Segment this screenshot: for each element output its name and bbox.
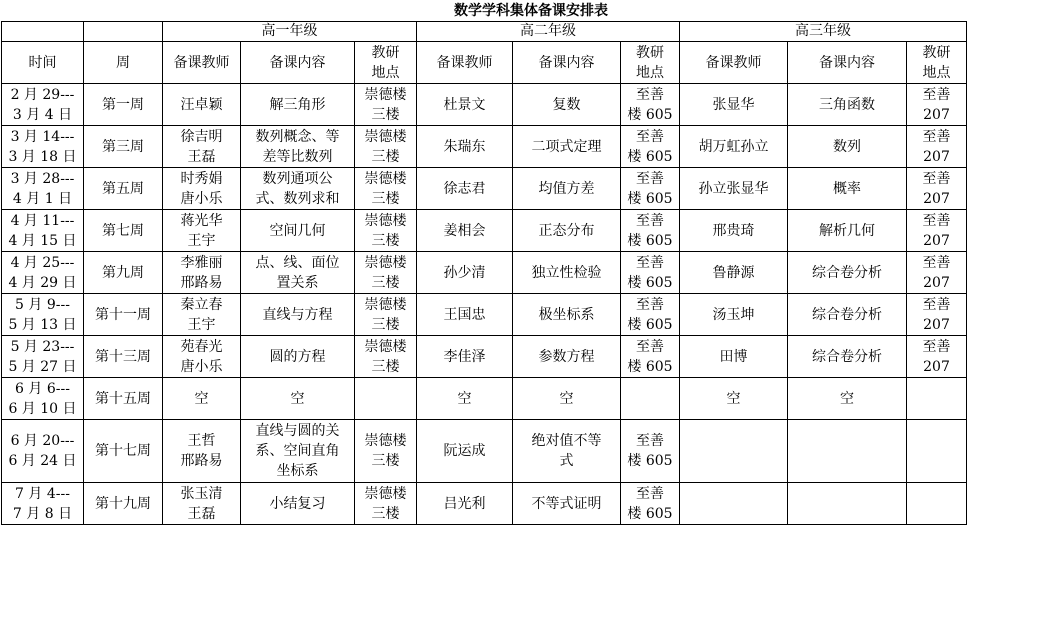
week-header: 周 [84,42,163,84]
g1-teacher-cell: 张玉清 王磊 [163,483,241,525]
teacher-header: 备课教师 [163,42,241,84]
g2-teacher-cell: 阮运成 [417,420,513,483]
week-cell: 第十三周 [84,336,163,378]
g2-location-cell: 至善 楼 605 [621,483,680,525]
table-row [2,252,967,294]
time-header: 时间 [2,42,84,84]
g1-location-cell: 崇德楼 三楼 [355,483,417,525]
g3-content-cell: 概率 [788,168,907,210]
g3-content-cell: 数列 [788,126,907,168]
schedule-table [1,21,967,525]
table-row [2,126,967,168]
empty-header-cell [2,22,84,42]
g2-location-cell: 至善 楼 605 [621,210,680,252]
g2-content-cell: 绝对值不等 式 [513,420,621,483]
g3-content-cell: 综合卷分析 [788,252,907,294]
teacher-header: 备课教师 [417,42,513,84]
g3-content-cell: 综合卷分析 [788,336,907,378]
g1-teacher-cell: 蒋光华 王宇 [163,210,241,252]
g1-location-cell: 崇德楼 三楼 [355,126,417,168]
g1-teacher-cell: 徐吉明 王磊 [163,126,241,168]
g1-teacher-cell: 时秀娟 唐小乐 [163,168,241,210]
g3-location-cell [907,483,967,525]
g1-location-cell: 崇德楼 三楼 [355,294,417,336]
g1-content-cell: 数列概念、等 差等比数列 [241,126,355,168]
g1-content-cell: 数列通项公 式、数列求和 [241,168,355,210]
g3-location-cell: 至善 207 [907,252,967,294]
empty-header-cell [84,22,163,42]
g1-content-cell: 空 [241,378,355,420]
g1-teacher-cell: 王哲 邢路易 [163,420,241,483]
g1-teacher-cell: 苑春光 唐小乐 [163,336,241,378]
g2-teacher-cell: 孙少清 [417,252,513,294]
g1-teacher-cell: 秦立春 王宇 [163,294,241,336]
g1-location-cell [355,378,417,420]
time-cell: 3 月 28--- 4 月 1 日 [2,168,84,210]
g1-content-cell: 圆的方程 [241,336,355,378]
g2-content-cell: 空 [513,378,621,420]
g2-location-cell: 至善 楼 605 [621,84,680,126]
g2-location-cell [621,378,680,420]
time-cell: 3 月 14--- 3 月 18 日 [2,126,84,168]
g3-content-cell [788,483,907,525]
g2-content-cell: 独立性检验 [513,252,621,294]
g3-location-cell: 至善 207 [907,126,967,168]
location-header: 教研 地点 [621,42,680,84]
g3-location-cell [907,378,967,420]
time-cell: 7 月 4--- 7 月 8 日 [2,483,84,525]
g2-teacher-cell: 李佳泽 [417,336,513,378]
g2-location-cell: 至善 楼 605 [621,294,680,336]
time-cell: 5 月 23--- 5 月 27 日 [2,336,84,378]
g2-content-cell: 正态分布 [513,210,621,252]
g2-content-cell: 不等式证明 [513,483,621,525]
g1-teacher-cell: 汪卓颖 [163,84,241,126]
week-cell: 第三周 [84,126,163,168]
location-header: 教研 地点 [355,42,417,84]
g1-teacher-cell: 李雅丽 邢路易 [163,252,241,294]
table-row [2,84,967,126]
g2-teacher-cell: 杜景文 [417,84,513,126]
g2-location-cell: 至善 楼 605 [621,252,680,294]
g1-location-cell: 崇德楼 三楼 [355,210,417,252]
time-cell: 4 月 11--- 4 月 15 日 [2,210,84,252]
g2-teacher-cell: 姜相会 [417,210,513,252]
g2-content-cell: 二项式定理 [513,126,621,168]
g3-teacher-cell: 空 [680,378,788,420]
g2-teacher-cell: 空 [417,378,513,420]
g3-teacher-cell: 胡万虹孙立 [680,126,788,168]
g3-content-cell: 综合卷分析 [788,294,907,336]
grade-header-3: 高三年级 [680,22,967,42]
g3-content-cell: 解析几何 [788,210,907,252]
g3-teacher-cell [680,420,788,483]
g2-location-cell: 至善 楼 605 [621,420,680,483]
content-header: 备课内容 [241,42,355,84]
time-cell: 2 月 29--- 3 月 4 日 [2,84,84,126]
g2-location-cell: 至善 楼 605 [621,126,680,168]
content-header: 备课内容 [788,42,907,84]
g1-content-cell: 小结复习 [241,483,355,525]
table-row [2,210,967,252]
g1-location-cell: 崇德楼 三楼 [355,252,417,294]
g1-content-cell: 解三角形 [241,84,355,126]
g3-teacher-cell [680,483,788,525]
g3-location-cell: 至善 207 [907,84,967,126]
week-cell: 第五周 [84,168,163,210]
week-cell: 第十五周 [84,378,163,420]
g3-teacher-cell: 邢贵琦 [680,210,788,252]
g3-teacher-cell: 汤玉坤 [680,294,788,336]
time-cell: 4 月 25--- 4 月 29 日 [2,252,84,294]
g2-teacher-cell: 朱瑞东 [417,126,513,168]
g2-location-cell: 至善 楼 605 [621,336,680,378]
g1-content-cell: 直线与圆的关 系、空间直角 坐标系 [241,420,355,483]
g3-location-cell: 至善 207 [907,168,967,210]
grade-header-1: 高一年级 [163,22,417,42]
table-row [2,294,967,336]
g3-content-cell: 空 [788,378,907,420]
g3-teacher-cell: 田博 [680,336,788,378]
week-cell: 第十九周 [84,483,163,525]
g2-teacher-cell: 吕光利 [417,483,513,525]
week-cell: 第一周 [84,84,163,126]
g2-content-cell: 参数方程 [513,336,621,378]
table-row [2,420,967,483]
g1-content-cell: 空间几何 [241,210,355,252]
g3-teacher-cell: 孙立张显华 [680,168,788,210]
g2-teacher-cell: 王国忠 [417,294,513,336]
g1-content-cell: 直线与方程 [241,294,355,336]
g2-location-cell: 至善 楼 605 [621,168,680,210]
column-header-row [2,42,967,84]
week-cell: 第七周 [84,210,163,252]
g3-teacher-cell: 张显华 [680,84,788,126]
g3-location-cell: 至善 207 [907,336,967,378]
week-cell: 第十一周 [84,294,163,336]
g3-content-cell: 三角函数 [788,84,907,126]
table-row [2,378,967,420]
g2-content-cell: 复数 [513,84,621,126]
teacher-header: 备课教师 [680,42,788,84]
g1-location-cell: 崇德楼 三楼 [355,84,417,126]
grade-header-2: 高二年级 [417,22,680,42]
location-header: 教研 地点 [907,42,967,84]
g1-teacher-cell: 空 [163,378,241,420]
g3-content-cell [788,420,907,483]
table-row [2,168,967,210]
time-cell: 6 月 6--- 6 月 10 日 [2,378,84,420]
g1-location-cell: 崇德楼 三楼 [355,168,417,210]
grade-header-row [2,22,967,42]
time-cell: 5 月 9--- 5 月 13 日 [2,294,84,336]
table-row [2,483,967,525]
g1-location-cell: 崇德楼 三楼 [355,336,417,378]
g2-content-cell: 极坐标系 [513,294,621,336]
g1-location-cell: 崇德楼 三楼 [355,420,417,483]
week-cell: 第九周 [84,252,163,294]
g2-teacher-cell: 徐志君 [417,168,513,210]
table-row [2,336,967,378]
g3-location-cell: 至善 207 [907,294,967,336]
g3-teacher-cell: 鲁静源 [680,252,788,294]
page-title: 数学学科集体备课安排表 [454,3,608,19]
g1-content-cell: 点、线、面位 置关系 [241,252,355,294]
g3-location-cell: 至善 207 [907,210,967,252]
week-cell: 第十七周 [84,420,163,483]
content-header: 备课内容 [513,42,621,84]
g2-content-cell: 均值方差 [513,168,621,210]
g3-location-cell [907,420,967,483]
time-cell: 6 月 20--- 6 月 24 日 [2,420,84,483]
